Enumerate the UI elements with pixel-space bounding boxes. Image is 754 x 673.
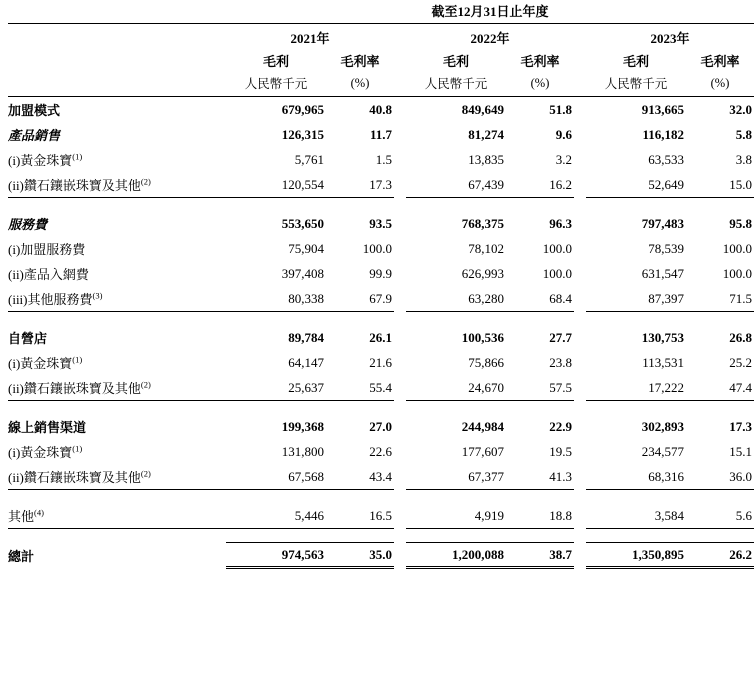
cell-gross-profit: 397,408 [281, 265, 324, 281]
cell-margin: 43.4 [326, 464, 394, 490]
cell-margin: 100.0 [542, 240, 572, 256]
row-spacer [8, 198, 754, 212]
gross-profit-table [8, 0, 754, 569]
cell-gross-profit: 64,147 [288, 354, 324, 370]
cell-margin: 67.9 [326, 286, 394, 312]
cell-gross-profit: 679,965 [281, 101, 324, 117]
column-gap [574, 375, 586, 401]
column-gap [394, 375, 406, 401]
cell-margin: 26.1 [369, 329, 392, 345]
row-spacer [8, 401, 754, 415]
column-gap [394, 414, 406, 439]
cell-margin: 38.7 [506, 543, 574, 568]
table-row [8, 464, 754, 490]
cell-margin: 11.7 [369, 126, 392, 142]
row-label: (i)黃金珠寶$^{(1)}$ [8, 354, 83, 371]
cell-margin: 26.8 [729, 329, 753, 345]
table-row [8, 236, 754, 261]
table-row [8, 503, 754, 529]
footnote-marker: (4) [34, 507, 44, 518]
cell-gross-profit: 116,182 [642, 126, 684, 142]
unit-currency-2023: 人民幣千元 [604, 77, 668, 91]
column-gap [574, 464, 586, 490]
col-margin-2021: 毛利率 [340, 54, 380, 69]
cell-gross-profit: 75,904 [288, 240, 324, 256]
cell-gross-profit: 24,670 [406, 375, 506, 401]
cell-gross-profit: 25,637 [226, 375, 326, 401]
cell-gross-profit: 52,649 [586, 172, 686, 198]
column-gap [394, 147, 406, 172]
row-label: (ii)鑽石鑲嵌珠寶及其他$^{(2)}$ [8, 172, 226, 198]
cell-gross-profit: 1,200,088 [406, 543, 506, 568]
table-row [8, 414, 754, 439]
row-label: 加盟模式 [8, 103, 61, 118]
cell-margin: 21.6 [369, 354, 392, 370]
cell-margin: 5.8 [735, 126, 753, 142]
column-gap [394, 172, 406, 198]
footnote-marker: (2) [140, 468, 151, 479]
cell-margin: 26.2 [686, 543, 754, 568]
column-gap [574, 414, 586, 439]
col-gross-profit-2023: 毛利 [622, 54, 649, 69]
table-row [8, 286, 754, 312]
row-spacer [8, 490, 754, 504]
column-gap [574, 147, 586, 172]
col-gross-profit-2021: 毛利 [262, 54, 289, 69]
cell-gross-profit: 177,607 [461, 443, 504, 459]
unit-percent-2021: (%) [350, 75, 370, 90]
cell-margin: 3.8 [735, 151, 753, 167]
column-gap [394, 211, 406, 236]
cell-margin: 27.7 [549, 329, 572, 345]
column-gap [394, 464, 406, 490]
row-spacer [8, 529, 754, 543]
cell-margin: 100.0 [362, 240, 392, 256]
column-gap [394, 503, 406, 529]
column-gap [394, 236, 406, 261]
table-body [8, 97, 754, 568]
col-margin-2022: 毛利率 [520, 54, 560, 69]
column-gap [394, 122, 406, 147]
cell-margin: 16.5 [326, 503, 394, 529]
table-row [8, 350, 754, 375]
row-label: 其他$^{(4)}$ [8, 503, 226, 529]
column-gap [574, 503, 586, 529]
cell-gross-profit: 553,650 [281, 215, 324, 231]
footnote-marker: (1) [72, 354, 83, 365]
column-gap [574, 286, 586, 312]
row-label: (iii)其他服務費$^{(3)}$ [8, 286, 226, 312]
table-row [8, 122, 754, 147]
col-gross-profit-2022: 毛利 [442, 54, 469, 69]
cell-margin: 40.8 [369, 101, 392, 117]
cell-gross-profit: 67,439 [406, 172, 506, 198]
cell-gross-profit: 849,649 [461, 101, 504, 117]
cell-gross-profit: 68,316 [586, 464, 686, 490]
cell-margin: 57.5 [506, 375, 574, 401]
column-gap [574, 439, 586, 464]
footnote-marker: (2) [140, 176, 151, 187]
cell-margin: 36.0 [686, 464, 754, 490]
cell-margin: 15.1 [729, 443, 753, 459]
cell-margin: 9.6 [555, 126, 572, 142]
column-gap [574, 122, 586, 147]
column-gap [574, 172, 586, 198]
cell-margin: 5.6 [686, 503, 754, 529]
column-gap [574, 543, 586, 568]
column-gap [394, 261, 406, 286]
cell-margin: 22.6 [369, 443, 392, 459]
period-title: 截至12月31日止年度 [431, 4, 549, 19]
cell-gross-profit: 631,547 [641, 265, 684, 281]
table-row [8, 211, 754, 236]
cell-gross-profit: 302,893 [641, 418, 684, 434]
cell-gross-profit: 1,350,895 [586, 543, 686, 568]
cell-gross-profit: 81,274 [468, 126, 504, 142]
cell-gross-profit: 5,761 [294, 151, 324, 167]
unit-percent-2023: (%) [710, 75, 730, 90]
cell-gross-profit: 89,784 [288, 329, 324, 345]
row-label: (i)黃金珠寶$^{(1)}$ [8, 151, 83, 168]
cell-margin: 99.9 [369, 265, 392, 281]
column-gap [574, 236, 586, 261]
column-gap [574, 325, 586, 350]
column-gap [394, 325, 406, 350]
cell-gross-profit: 5,446 [226, 503, 326, 529]
cell-gross-profit: 126,315 [281, 126, 324, 142]
cell-margin: 95.8 [729, 215, 753, 231]
column-gap [574, 350, 586, 375]
cell-gross-profit: 120,554 [226, 172, 326, 198]
footnote-marker: (2) [140, 379, 151, 390]
column-gap [574, 97, 586, 123]
cell-margin: 96.3 [549, 215, 572, 231]
cell-gross-profit: 17,222 [586, 375, 686, 401]
table-row [8, 543, 754, 568]
column-gap [394, 97, 406, 123]
table-header [8, 0, 754, 97]
cell-margin: 100.0 [722, 240, 753, 256]
table-row [8, 325, 754, 350]
unit-currency-2022: 人民幣千元 [424, 77, 488, 91]
table-row [8, 97, 754, 123]
cell-gross-profit: 3,584 [586, 503, 686, 529]
cell-margin: 22.9 [549, 418, 572, 434]
cell-margin: 51.8 [549, 101, 572, 117]
cell-gross-profit: 78,539 [648, 240, 684, 256]
table-row [8, 147, 754, 172]
cell-margin: 1.5 [375, 151, 392, 167]
column-gap [394, 286, 406, 312]
cell-gross-profit: 100,536 [461, 329, 504, 345]
cell-gross-profit: 63,533 [648, 151, 684, 167]
row-label: 線上銷售渠道 [8, 420, 87, 435]
table-row [8, 172, 754, 198]
cell-gross-profit: 78,102 [468, 240, 504, 256]
cell-gross-profit: 974,563 [226, 543, 326, 568]
cell-margin: 15.0 [686, 172, 754, 198]
cell-gross-profit: 67,568 [226, 464, 326, 490]
year-header-2021: 2021年 [290, 31, 330, 46]
cell-margin: 32.0 [729, 101, 753, 117]
cell-gross-profit: 244,984 [461, 418, 504, 434]
cell-gross-profit: 131,800 [281, 443, 324, 459]
row-spacer [8, 312, 754, 326]
cell-margin: 3.2 [555, 151, 572, 167]
cell-margin: 16.2 [506, 172, 574, 198]
cell-gross-profit: 797,483 [641, 215, 684, 231]
footnote-marker: (1) [72, 151, 83, 162]
cell-gross-profit: 67,377 [406, 464, 506, 490]
cell-gross-profit: 234,577 [641, 443, 684, 459]
column-gap [394, 350, 406, 375]
table-row [8, 439, 754, 464]
cell-gross-profit: 80,338 [226, 286, 326, 312]
cell-margin: 27.0 [369, 418, 392, 434]
cell-margin: 17.3 [326, 172, 394, 198]
cell-gross-profit: 75,866 [468, 354, 504, 370]
year-header-2022: 2022年 [470, 31, 510, 46]
cell-gross-profit: 130,753 [641, 329, 684, 345]
table-row [8, 375, 754, 401]
cell-margin: 55.4 [326, 375, 394, 401]
cell-margin: 23.8 [549, 354, 572, 370]
cell-margin: 41.3 [506, 464, 574, 490]
table-row [8, 261, 754, 286]
row-label: 自營店 [8, 331, 48, 346]
row-label: (i)加盟服務費 [8, 242, 86, 257]
cell-gross-profit: 768,375 [461, 215, 504, 231]
cell-margin: 93.5 [369, 215, 392, 231]
row-label: (ii)鑽石鑲嵌珠寶及其他$^{(2)}$ [8, 464, 226, 490]
cell-gross-profit: 87,397 [586, 286, 686, 312]
cell-margin: 25.2 [729, 354, 753, 370]
col-margin-2023: 毛利率 [700, 54, 740, 69]
year-header-2023: 2023年 [650, 31, 690, 46]
cell-gross-profit: 63,280 [406, 286, 506, 312]
cell-gross-profit: 913,665 [641, 101, 684, 117]
row-label: (ii)產品入網費 [8, 267, 89, 282]
row-label: (ii)鑽石鑲嵌珠寶及其他$^{(2)}$ [8, 375, 226, 401]
row-label: 服務費 [8, 217, 48, 232]
column-gap [394, 543, 406, 568]
cell-gross-profit: 13,835 [468, 151, 504, 167]
cell-margin: 68.4 [506, 286, 574, 312]
cell-margin: 71.5 [686, 286, 754, 312]
cell-gross-profit: 626,993 [461, 265, 504, 281]
column-gap [574, 211, 586, 236]
row-label: 產品銷售 [8, 128, 61, 143]
footnote-marker: (1) [72, 443, 83, 454]
row-label: 總計 [8, 548, 35, 564]
cell-margin: 17.3 [729, 418, 753, 434]
cell-margin: 100.0 [722, 265, 753, 281]
cell-margin: 47.4 [686, 375, 754, 401]
cell-margin: 35.0 [326, 543, 394, 568]
unit-percent-2022: (%) [530, 75, 550, 90]
cell-gross-profit: 199,368 [281, 418, 324, 434]
cell-gross-profit: 113,531 [642, 354, 684, 370]
footnote-marker: (3) [92, 290, 103, 301]
column-gap [394, 439, 406, 464]
cell-margin: 100.0 [542, 265, 572, 281]
cell-gross-profit: 4,919 [406, 503, 506, 529]
cell-margin: 18.8 [506, 503, 574, 529]
cell-margin: 19.5 [549, 443, 572, 459]
unit-currency-2021: 人民幣千元 [244, 77, 308, 91]
column-gap [574, 261, 586, 286]
row-label: (i)黃金珠寶$^{(1)}$ [8, 443, 83, 460]
